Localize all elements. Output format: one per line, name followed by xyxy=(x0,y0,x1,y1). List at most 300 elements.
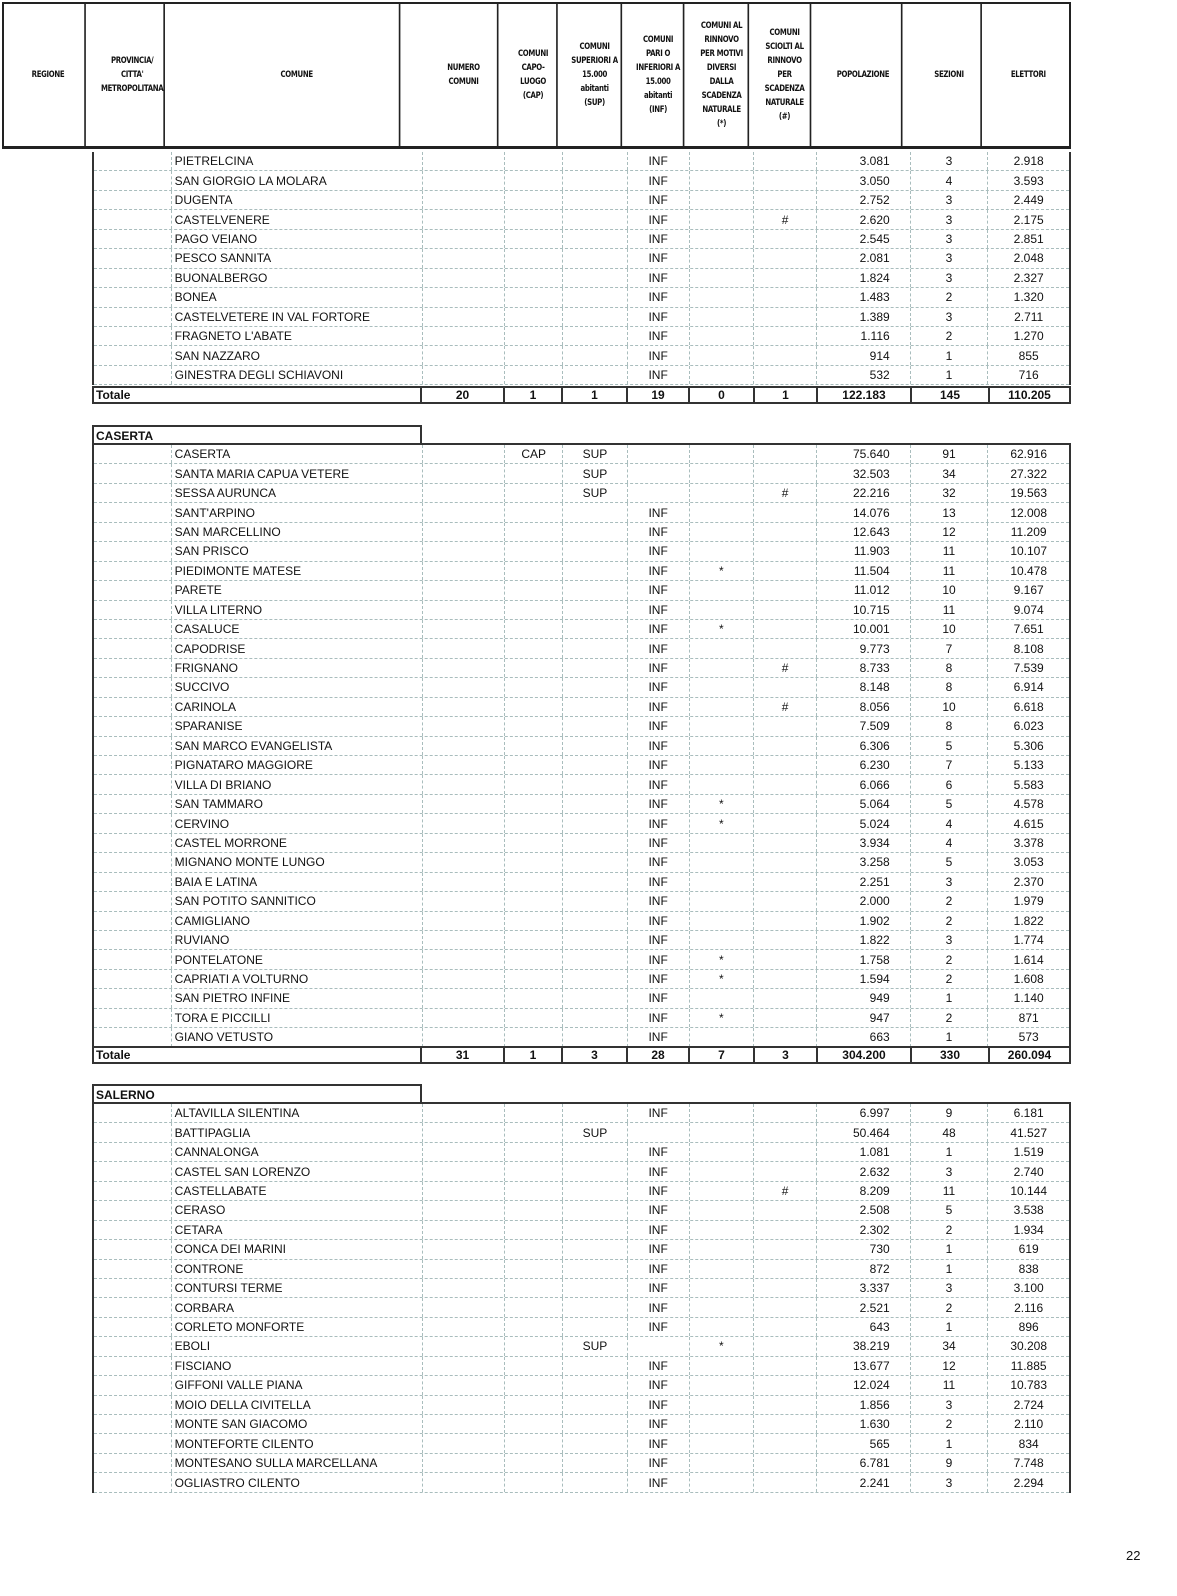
cell-cap xyxy=(505,1376,563,1394)
cell-sezioni: 3 xyxy=(911,308,989,326)
cell-comune: RUVIANO xyxy=(172,931,423,949)
cell-popolazione: 6.781 xyxy=(817,1454,911,1472)
cell-sciolti xyxy=(754,1028,817,1046)
total-motivi: 0 xyxy=(690,388,755,402)
cell-sciolti xyxy=(754,581,817,599)
cell-sup xyxy=(563,523,628,541)
cell-popolazione: 643 xyxy=(817,1318,911,1336)
cell-inf xyxy=(628,484,690,502)
cell-inf: INF xyxy=(628,1454,690,1472)
cell-inf: INF xyxy=(628,249,690,267)
cell-inf: INF xyxy=(628,970,690,988)
cell-empty xyxy=(423,1357,506,1375)
cell-empty xyxy=(94,814,172,832)
section-benevento-rows xyxy=(92,152,1071,385)
cell-sezioni: 1 xyxy=(911,1260,989,1278)
cell-popolazione: 8.056 xyxy=(817,698,911,716)
table-row xyxy=(94,1260,1069,1279)
cell-motivi xyxy=(690,1028,755,1046)
cell-elettori: 2.370 xyxy=(1013,874,1044,889)
cell-motivi xyxy=(690,601,755,619)
cell-comune: CORBARA xyxy=(172,1298,423,1316)
cell-popolazione: 8.209 xyxy=(817,1182,911,1200)
cell-motivi xyxy=(690,892,755,910)
cell-sup: SUP xyxy=(563,464,628,482)
cell-cap xyxy=(505,970,563,988)
cell-sciolti xyxy=(754,775,817,793)
cell-empty xyxy=(423,1376,506,1394)
cell-motivi xyxy=(690,346,755,364)
cell-popolazione: 1.081 xyxy=(817,1143,911,1161)
table-row xyxy=(94,1415,1069,1434)
cell-empty xyxy=(94,1104,172,1122)
cell-empty xyxy=(94,931,172,949)
cell-empty xyxy=(94,445,172,463)
cell-sezioni: 13 xyxy=(911,503,989,521)
cell-sciolti xyxy=(754,1123,817,1141)
cell-comune: SANTA MARIA CAPUA VETERE xyxy=(172,464,423,482)
cell-sezioni: 48 xyxy=(911,1123,989,1141)
cell-empty xyxy=(423,639,506,657)
cell-motivi: * xyxy=(690,795,755,813)
cell-sezioni: 11 xyxy=(911,562,989,580)
cell-inf: INF xyxy=(628,1298,690,1316)
cell-motivi xyxy=(690,1318,755,1336)
cell-popolazione: 1.902 xyxy=(817,912,911,930)
cell-sup xyxy=(563,717,628,735)
cell-elettori: 11.209 xyxy=(1010,524,1047,539)
total-popolazione: 122.183 xyxy=(818,388,912,402)
cell-inf xyxy=(628,1123,690,1141)
cell-sciolti xyxy=(754,601,817,619)
cell-empty xyxy=(423,892,506,910)
cell-sciolti xyxy=(754,1376,817,1394)
cell-popolazione: 14.076 xyxy=(817,503,911,521)
table-row xyxy=(94,950,1069,969)
cell-sezioni: 11 xyxy=(911,1182,989,1200)
cell-cap xyxy=(505,620,563,638)
cell-sezioni: 8 xyxy=(911,717,989,735)
cell-empty xyxy=(423,970,506,988)
table-row xyxy=(94,464,1069,483)
cell-motivi xyxy=(690,717,755,735)
table-row xyxy=(94,1396,1069,1415)
cell-inf: INF xyxy=(628,327,690,345)
cell-comune: SAN POTITO SANNITICO xyxy=(172,892,423,910)
cell-empty xyxy=(94,191,172,209)
cell-sezioni: 2 xyxy=(911,288,989,306)
cell-elettori: 1.934 xyxy=(1013,1222,1044,1237)
cell-motivi xyxy=(690,1434,755,1452)
cell-empty xyxy=(423,678,506,696)
cell-inf: INF xyxy=(628,737,690,755)
table-row xyxy=(94,601,1069,620)
cell-popolazione: 2.545 xyxy=(817,230,911,248)
cell-empty xyxy=(94,249,172,267)
cell-sezioni: 2 xyxy=(911,892,989,910)
cell-comune: FRAGNETO L'ABATE xyxy=(172,327,423,345)
cell-comune: CASTEL SAN LORENZO xyxy=(172,1162,423,1180)
cell-cap xyxy=(505,1318,563,1336)
cell-motivi xyxy=(690,1260,755,1278)
cell-inf: INF xyxy=(628,892,690,910)
cell-inf: INF xyxy=(628,308,690,326)
table-row xyxy=(94,1473,1069,1492)
cell-inf: INF xyxy=(628,912,690,930)
cell-popolazione: 1.116 xyxy=(817,327,911,345)
cell-empty xyxy=(94,1009,172,1027)
cell-sup xyxy=(563,1415,628,1433)
cell-sezioni: 3 xyxy=(911,1396,989,1414)
cell-sezioni: 91 xyxy=(911,445,989,463)
cell-sciolti xyxy=(754,308,817,326)
cell-cap xyxy=(505,639,563,657)
cell-sup xyxy=(563,542,628,560)
header-comune: COMUNE xyxy=(194,4,400,146)
cell-sciolti xyxy=(754,1104,817,1122)
cell-cap xyxy=(505,853,563,871)
cell-comune: PAGO VEIANO xyxy=(172,230,423,248)
cell-sup xyxy=(563,269,628,287)
cell-empty xyxy=(423,523,506,541)
cell-sup xyxy=(563,230,628,248)
cell-sezioni: 9 xyxy=(911,1454,989,1472)
cell-sezioni: 2 xyxy=(911,1009,989,1027)
cell-sezioni: 3 xyxy=(911,1473,989,1491)
table-row xyxy=(94,1009,1069,1028)
cell-sezioni: 8 xyxy=(911,678,989,696)
cell-empty xyxy=(423,950,506,968)
table-row xyxy=(94,288,1069,307)
table-row xyxy=(94,1182,1069,1201)
cell-empty xyxy=(94,892,172,910)
cell-elettori: 2.851 xyxy=(1013,231,1044,246)
cell-popolazione: 5.064 xyxy=(817,795,911,813)
cell-sezioni: 4 xyxy=(911,171,989,189)
cell-sezioni: 3 xyxy=(911,873,989,891)
cell-popolazione: 914 xyxy=(817,346,911,364)
cell-empty xyxy=(94,989,172,1007)
cell-motivi xyxy=(690,152,755,170)
table-row xyxy=(94,892,1069,911)
cell-empty xyxy=(94,756,172,774)
cell-popolazione: 32.503 xyxy=(817,464,911,482)
cell-elettori: 896 xyxy=(1018,1320,1039,1335)
cell-sup xyxy=(563,1009,628,1027)
cell-sup xyxy=(563,1298,628,1316)
cell-cap xyxy=(505,1337,563,1355)
cell-sciolti xyxy=(754,171,817,189)
cell-motivi: * xyxy=(690,620,755,638)
table-row xyxy=(94,989,1069,1008)
cell-empty xyxy=(94,1434,172,1452)
cell-motivi xyxy=(690,639,755,657)
cell-elettori: 10.107 xyxy=(1010,544,1048,559)
cell-sezioni: 1 xyxy=(911,1143,989,1161)
total-elettori: 260.094 xyxy=(1007,1048,1052,1062)
cell-sezioni: 10 xyxy=(911,620,989,638)
cell-empty xyxy=(423,912,506,930)
cell-sciolti xyxy=(754,912,817,930)
total-cap: 1 xyxy=(505,388,563,402)
cell-popolazione: 6.066 xyxy=(817,775,911,793)
cell-empty xyxy=(423,1162,506,1180)
cell-inf: INF xyxy=(628,503,690,521)
cell-empty xyxy=(423,484,506,502)
table-row xyxy=(94,1028,1069,1047)
table-row xyxy=(94,1104,1069,1123)
cell-comune: PIGNATARO MAGGIORE xyxy=(172,756,423,774)
cell-inf: INF xyxy=(628,523,690,541)
cell-elettori: 2.116 xyxy=(1014,1300,1044,1315)
cell-motivi: * xyxy=(690,950,755,968)
cell-comune: CONTRONE xyxy=(172,1260,423,1278)
cell-cap xyxy=(505,795,563,813)
cell-empty xyxy=(423,1221,506,1239)
cell-elettori: 3.538 xyxy=(1013,1203,1044,1218)
cell-empty xyxy=(94,1260,172,1278)
cell-empty xyxy=(423,269,506,287)
cell-popolazione: 38.219 xyxy=(817,1337,911,1355)
cell-empty xyxy=(94,1162,172,1180)
cell-elettori: 7.539 xyxy=(1013,661,1044,676)
cell-elettori: 41.527 xyxy=(1010,1125,1048,1140)
cell-inf: INF xyxy=(628,639,690,657)
cell-cap xyxy=(505,1357,563,1375)
cell-empty xyxy=(94,366,172,384)
table-row xyxy=(94,562,1069,581)
total-popolazione: 304.200 xyxy=(818,1048,912,1062)
cell-elettori: 1.608 xyxy=(1013,972,1044,987)
header-sup: COMUNI SUPERIORI A 15.000 abitanti (SUP) xyxy=(569,4,622,146)
cell-empty xyxy=(423,445,506,463)
province-label: CASERTA xyxy=(92,425,422,445)
cell-motivi xyxy=(690,1201,755,1219)
cell-sup xyxy=(563,581,628,599)
cell-sciolti xyxy=(754,1201,817,1219)
cell-inf: INF xyxy=(628,288,690,306)
cell-motivi xyxy=(690,249,755,267)
cell-sup xyxy=(563,737,628,755)
cell-cap xyxy=(505,327,563,345)
cell-sup xyxy=(563,366,628,384)
cell-motivi xyxy=(690,678,755,696)
cell-cap xyxy=(505,1396,563,1414)
cell-sup xyxy=(563,950,628,968)
cell-elettori: 6.023 xyxy=(1013,719,1044,734)
cell-elettori: 1.320 xyxy=(1013,290,1044,305)
cell-empty xyxy=(94,1182,172,1200)
cell-empty xyxy=(94,1318,172,1336)
cell-empty xyxy=(94,230,172,248)
cell-comune: TORA E PICCILLI xyxy=(172,1009,423,1027)
cell-empty xyxy=(94,950,172,968)
cell-empty xyxy=(423,834,506,852)
cell-motivi xyxy=(690,1123,755,1141)
cell-inf: INF xyxy=(628,775,690,793)
cell-elettori: 1.519 xyxy=(1013,1145,1044,1160)
cell-popolazione: 947 xyxy=(817,1009,911,1027)
cell-empty xyxy=(94,171,172,189)
cell-elettori: 2.740 xyxy=(1013,1164,1044,1179)
cell-empty xyxy=(423,1337,506,1355)
cell-popolazione: 10.001 xyxy=(817,620,911,638)
cell-popolazione: 3.934 xyxy=(817,834,911,852)
cell-popolazione: 50.464 xyxy=(817,1123,911,1141)
table-row xyxy=(94,249,1069,268)
cell-empty xyxy=(94,503,172,521)
cell-empty xyxy=(423,1009,506,1027)
cell-sup xyxy=(563,912,628,930)
cell-sezioni: 11 xyxy=(911,1376,989,1394)
cell-sciolti: # xyxy=(754,1182,817,1200)
table-row xyxy=(94,1318,1069,1337)
cell-sciolti xyxy=(754,542,817,560)
table-row xyxy=(94,152,1069,171)
cell-elettori: 1.614 xyxy=(1013,952,1044,967)
cell-cap xyxy=(505,912,563,930)
cell-sup xyxy=(563,346,628,364)
cell-empty xyxy=(423,1318,506,1336)
cell-sciolti xyxy=(754,562,817,580)
cell-comune: CASTEL MORRONE xyxy=(172,834,423,852)
cell-popolazione: 2.632 xyxy=(817,1162,911,1180)
cell-comune: GIANO VETUSTO xyxy=(172,1028,423,1046)
cell-sciolti xyxy=(754,834,817,852)
cell-empty xyxy=(423,191,506,209)
cell-empty xyxy=(423,756,506,774)
cell-inf: INF xyxy=(628,562,690,580)
cell-sciolti xyxy=(754,1337,817,1355)
cell-cap xyxy=(505,1104,563,1122)
cell-sezioni: 34 xyxy=(911,1337,989,1355)
table-row xyxy=(94,756,1069,775)
cell-sciolti xyxy=(754,989,817,1007)
cell-comune: FISCIANO xyxy=(172,1357,423,1375)
cell-sup xyxy=(563,678,628,696)
cell-sezioni: 2 xyxy=(911,1415,989,1433)
cell-inf: INF xyxy=(628,756,690,774)
cell-cap xyxy=(505,1454,563,1472)
table-header xyxy=(2,2,1071,149)
cell-sup xyxy=(563,1104,628,1122)
cell-sup xyxy=(563,775,628,793)
cell-empty xyxy=(94,775,172,793)
cell-comune: MONTEFORTE CILENTO xyxy=(172,1434,423,1452)
cell-empty xyxy=(94,601,172,619)
cell-elettori: 2.110 xyxy=(1014,1417,1044,1432)
cell-comune: ALTAVILLA SILENTINA xyxy=(172,1104,423,1122)
cell-cap xyxy=(505,171,563,189)
cell-sup xyxy=(563,1182,628,1200)
cell-elettori: 3.100 xyxy=(1013,1281,1044,1296)
cell-sciolti xyxy=(754,1318,817,1336)
cell-sup xyxy=(563,191,628,209)
cell-cap xyxy=(505,269,563,287)
cell-sciolti: # xyxy=(754,210,817,228)
cell-sezioni: 10 xyxy=(911,581,989,599)
cell-elettori: 2.327 xyxy=(1013,270,1044,285)
cell-sup xyxy=(563,1143,628,1161)
cell-elettori: 3.053 xyxy=(1013,855,1044,870)
cell-cap xyxy=(505,698,563,716)
cell-elettori: 619 xyxy=(1018,1242,1039,1257)
table-row xyxy=(94,1454,1069,1473)
cell-cap xyxy=(505,775,563,793)
cell-motivi xyxy=(690,1454,755,1472)
cell-comune: CAMIGLIANO xyxy=(172,912,423,930)
cell-sciolti xyxy=(754,1240,817,1258)
table-row xyxy=(94,503,1069,522)
cell-popolazione: 6.306 xyxy=(817,737,911,755)
cell-inf: INF xyxy=(628,931,690,949)
cell-empty xyxy=(423,620,506,638)
table-row xyxy=(94,366,1069,385)
cell-elettori: 5.583 xyxy=(1013,777,1044,792)
table-row xyxy=(94,737,1069,756)
cell-sciolti xyxy=(754,620,817,638)
cell-comune: BONEA xyxy=(172,288,423,306)
cell-inf: INF xyxy=(628,601,690,619)
cell-cap xyxy=(505,1009,563,1027)
cell-cap xyxy=(505,834,563,852)
cell-empty xyxy=(94,834,172,852)
cell-empty xyxy=(423,989,506,1007)
cell-cap xyxy=(505,814,563,832)
cell-empty xyxy=(94,1396,172,1414)
cell-inf: INF xyxy=(628,1318,690,1336)
cell-motivi xyxy=(690,1376,755,1394)
cell-empty xyxy=(423,230,506,248)
cell-empty xyxy=(423,581,506,599)
cell-inf: INF xyxy=(628,346,690,364)
cell-inf: INF xyxy=(628,269,690,287)
cell-sezioni: 1 xyxy=(911,366,989,384)
cell-comune: BATTIPAGLIA xyxy=(172,1123,423,1141)
cell-elettori: 3.593 xyxy=(1013,173,1044,188)
cell-cap xyxy=(505,1182,563,1200)
table-row xyxy=(94,230,1069,249)
cell-motivi xyxy=(690,1357,755,1375)
cell-inf: INF xyxy=(628,1357,690,1375)
cell-sup xyxy=(563,814,628,832)
cell-popolazione: 1.758 xyxy=(817,950,911,968)
cell-sup xyxy=(563,1221,628,1239)
cell-empty xyxy=(94,717,172,735)
table-row xyxy=(94,1279,1069,1298)
cell-cap xyxy=(505,1473,563,1491)
total-sciolti: 1 xyxy=(755,388,818,402)
table-row xyxy=(94,1357,1069,1376)
cell-cap xyxy=(505,152,563,170)
cell-motivi xyxy=(690,308,755,326)
cell-motivi xyxy=(690,210,755,228)
cell-empty xyxy=(423,464,506,482)
cell-popolazione: 6.997 xyxy=(817,1104,911,1122)
cell-cap xyxy=(505,503,563,521)
cell-comune: MOIO DELLA CIVITELLA xyxy=(172,1396,423,1414)
cell-elettori: 9.074 xyxy=(1013,602,1044,617)
cell-popolazione: 11.903 xyxy=(817,542,911,560)
cell-empty xyxy=(423,366,506,384)
cell-inf: INF xyxy=(628,950,690,968)
cell-sezioni: 11 xyxy=(911,601,989,619)
cell-comune: CETARA xyxy=(172,1221,423,1239)
cell-sup xyxy=(563,1162,628,1180)
cell-motivi: * xyxy=(690,1337,755,1355)
cell-popolazione: 8.148 xyxy=(817,678,911,696)
cell-empty xyxy=(94,1123,172,1141)
